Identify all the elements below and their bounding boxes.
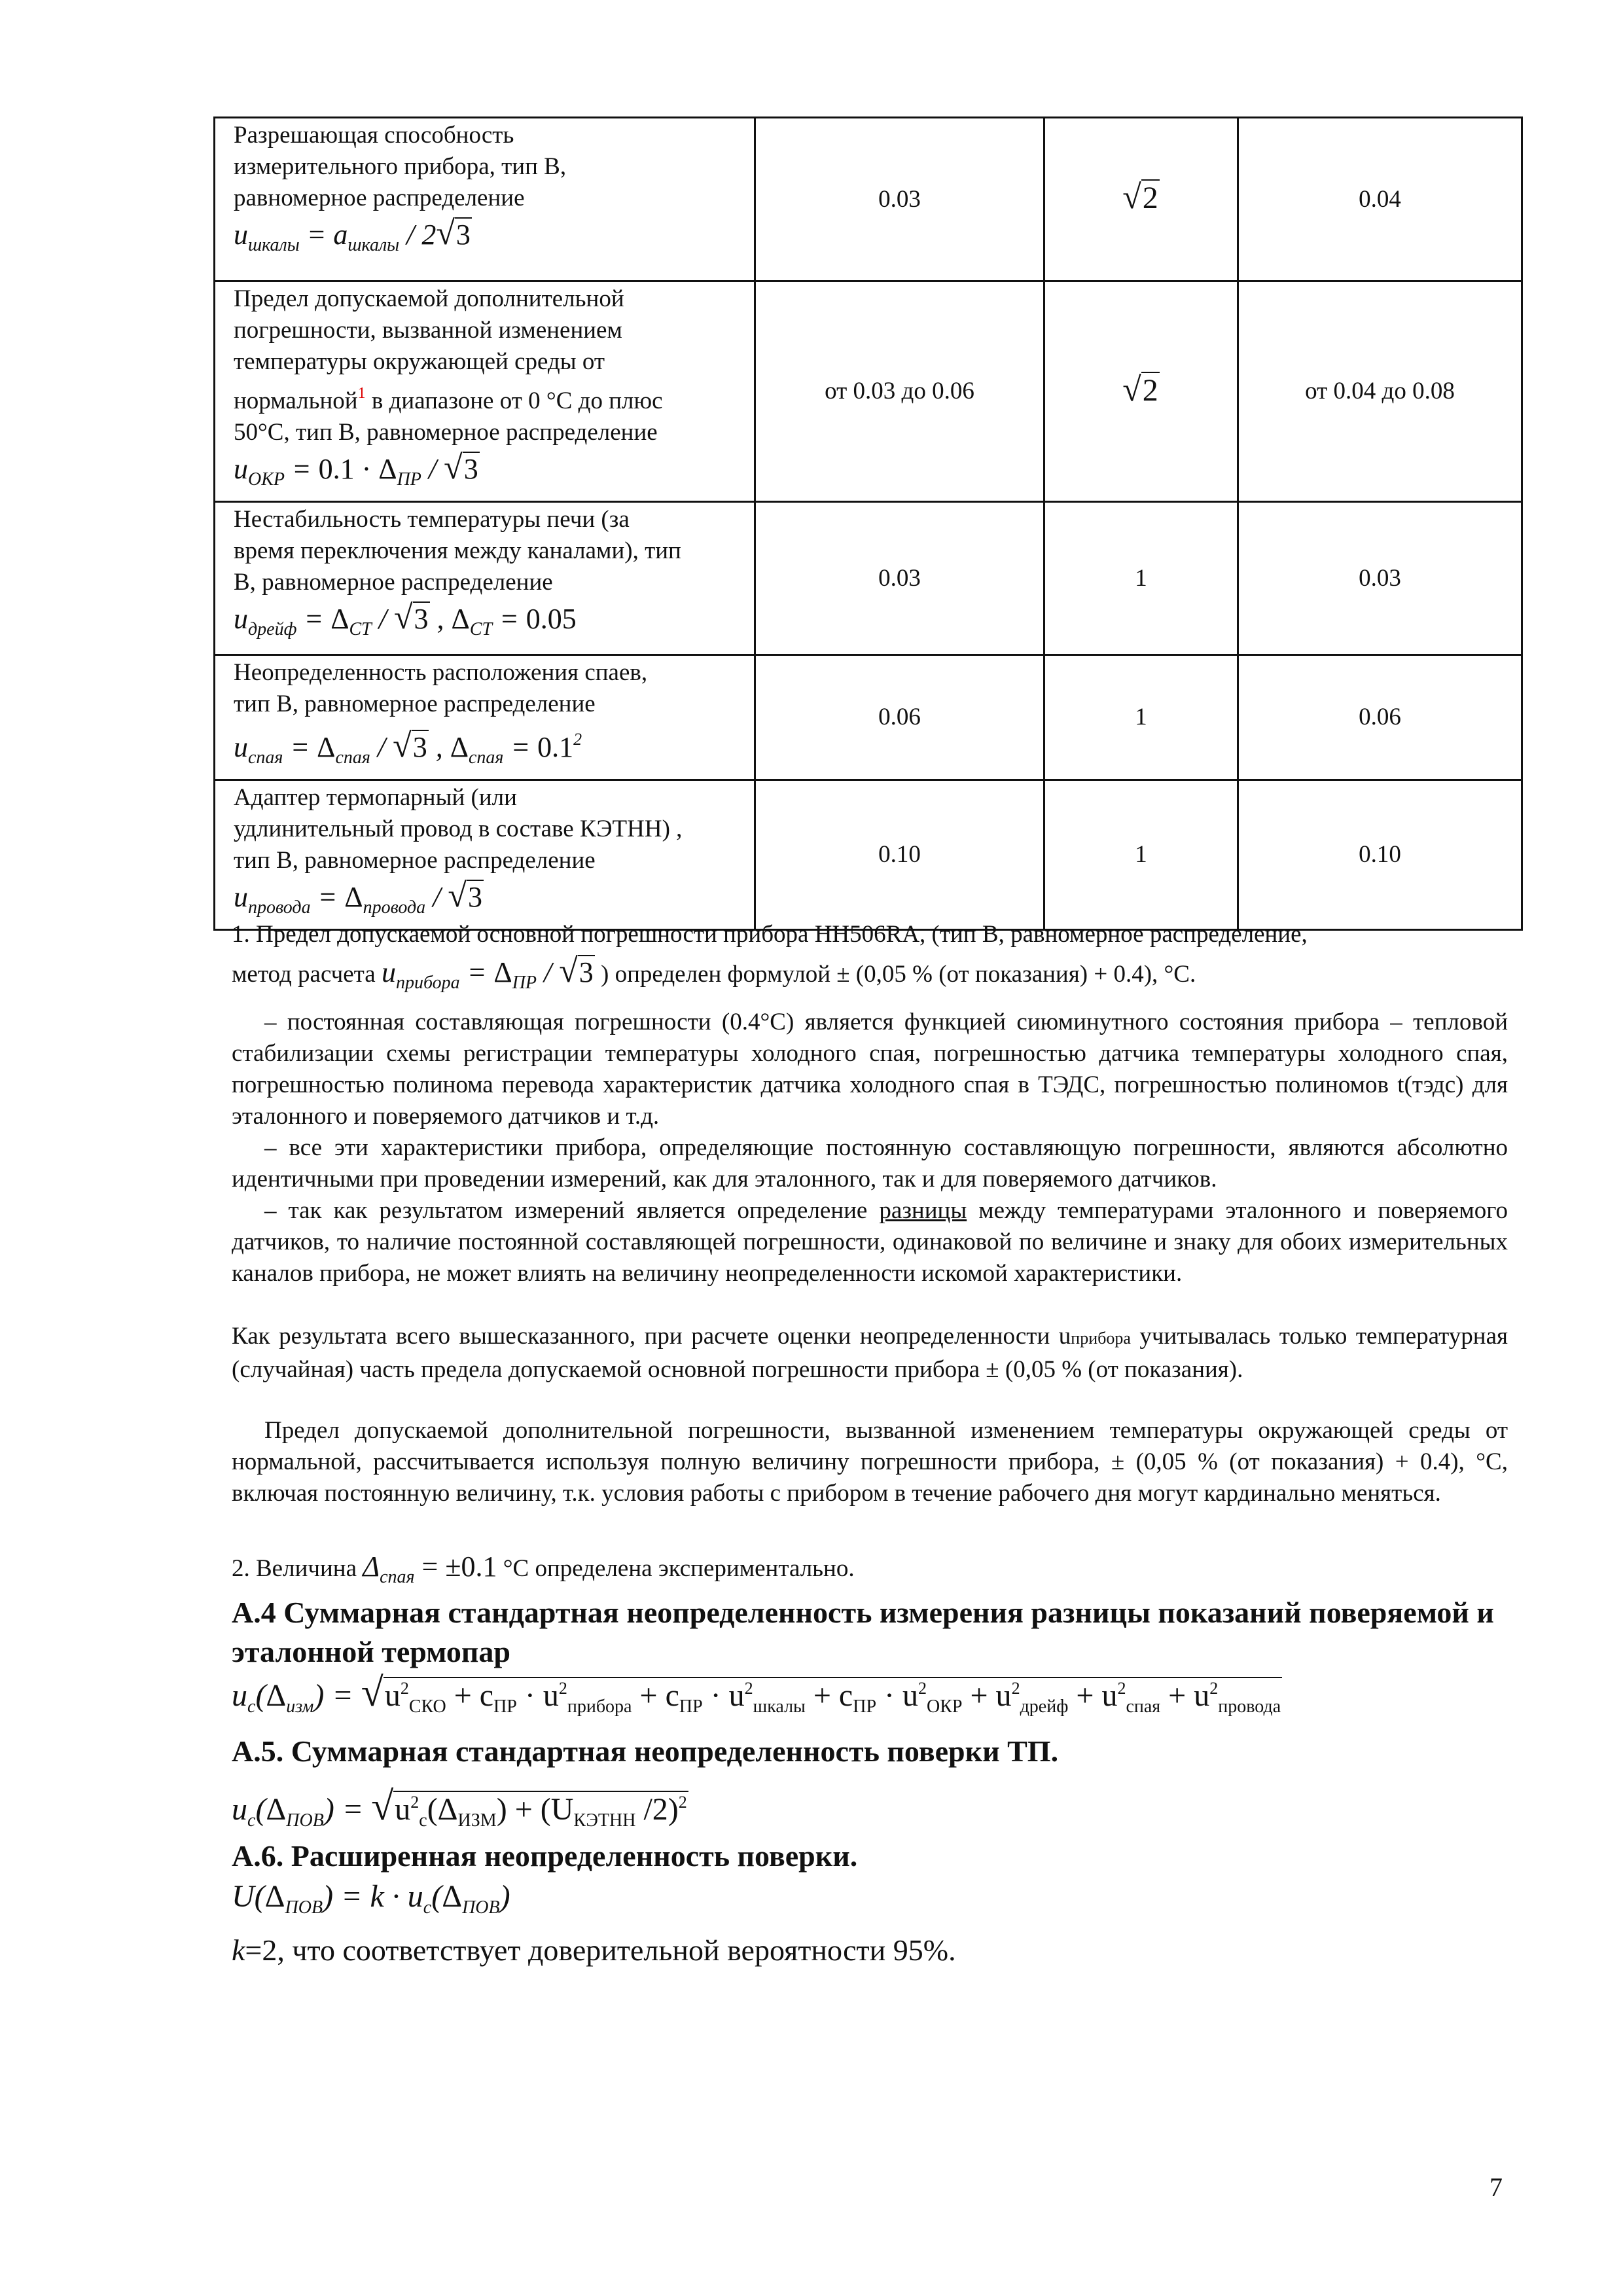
uncertainty-budget-table (213, 117, 1523, 931)
section-a6-heading: А.6. Расширенная неопределенность поверки. (232, 1839, 858, 1873)
row-description: Неопределенность расположения спаев, тип В, равномерное распределение $u_{спая} = \Delta_{спая} / √3$ , $\Delta_{спая} = 0.1^2$ (215, 655, 755, 780)
formula-a6: $U(\Delta_{ПОВ}) = k \cdot u_c(\Delta_{ПОВ})$ (232, 1879, 510, 1918)
contribution-cell: 0.03 (1238, 502, 1522, 655)
coefficient-cell: 1 (1044, 655, 1238, 780)
paragraph-conclusion: Как результата всего вышесказанного, при расчете оценки неопределенности uприбора учитывалась только температурная (случайная) часть предела допускаемой основной погрешности прибора ± (0,05 % (от показания). (232, 1323, 1508, 1383)
contribution-cell: 0.10 (1238, 780, 1522, 930)
estimate-cell: 0.03 (755, 502, 1044, 655)
bullet-identical-characteristics: – все эти характеристики прибора, определяющие постоянную составляющую погрешности, являются абсолютно идентичными при проведении измерений, как для эталонного, так и для поверяемого датчиков. (232, 1134, 1508, 1193)
row-description: Разрешающая способность измерительного прибора, тип В, равномерное распределение $u_{шкалы} = a_{шкалы} / 2√3$ (215, 118, 755, 281)
estimate-cell: 0.06 (755, 655, 1044, 780)
bullet-constant-component: – постоянная составляющая погрешности (0.4°С) является функцией сиюминутного состояния прибора – тепловой стабилизации схемы регистрации температуры холодного спая, погрешностью датчика температуры холодного спая, погрешностью полинома перевода характеристик датчика холодного спая в ТЭДС, погрешностью полиномов t(тэдс) для эталонного и поверяемого датчиков и т.д. (232, 1009, 1508, 1130)
table-row (215, 502, 1522, 655)
bullet-difference: – так как результатом измерений является определение разницы между температурами эталонного и поверяемого датчиков, то наличие постоянной составляющей погрешности, одинаковой по величине и знаку для обоих измерительных каналов прибора, не может влиять на величину неопределенности искомой характеристики. (232, 1197, 1508, 1287)
estimate-cell: от 0.03 до 0.06 (755, 281, 1044, 502)
estimate-cell: 0.03 (755, 118, 1044, 281)
k-coverage-line: k=2, что соответствует доверительной вероятности 95%. (232, 1933, 956, 1967)
estimate-cell: 0.10 (755, 780, 1044, 930)
table-row (215, 780, 1522, 930)
coefficient-cell: 1 (1044, 780, 1238, 930)
row-description: Адаптер термопарный (или удлинительный провод в составе КЭТНН) , тип В, равномерное распределение $u_{провода} = \Delta_{провода} / √3$ (215, 780, 755, 930)
contribution-cell: 0.04 (1238, 118, 1522, 281)
contribution-cell: 0.06 (1238, 655, 1522, 780)
row-formula: $u_{провода} = \Delta_{провода} / √3$ (234, 877, 482, 918)
paragraph-additional-error: Предел допускаемой дополнительной погрешности, вызванной изменением температуры окружающей среды от нормальной, рассчитывается используя полную величину погрешности прибора, ± (0,05 % (от показания) + 0.4), °С, включая постоянную величину, т.к. условия работы с прибором в течение рабочего дня могут кардинально меняться. (232, 1417, 1508, 1507)
row-description: Нестабильность температуры печи (за время переключения между каналами), тип В, равномерное распределение $u_{дрейф} = \Delta_{СТ} / √3$ , $\Delta_{СТ} = 0.05$ (215, 502, 755, 655)
formula-a4: $u_c(\Delta_{изм}) = √u^2_{СКО} + c_{ПР} \cdot u^2_{прибора} + c_{ПР} \cdot u^2_{шкалы} + c_{ПР} \cdot u^2_{ОКР} + u^2_{дрейф} + u^2_{спая} + u^2_{провода}$ (232, 1670, 1281, 1717)
row-formula: $u_{ОКР} = 0.1 \cdot \Delta_{ПР} / √3$ (234, 449, 478, 490)
note-2: 2. Величина $\Delta_{спая} = \pm 0.1$ °С определена экспериментально. (232, 1551, 855, 1587)
row-description: Предел допускаемой дополнительной погрешности, вызванной изменением температуры окружающей среды от нормальной$^1$ в диапазоне от 0 °С до плюс 50°С, тип В, равномерное распределение $u_{ОКР} = 0.1 \cdot \Delta_{ПР} / √3$ (215, 281, 755, 502)
row-formula: $u_{шкалы} = a_{шкалы} / 2√3$ (234, 215, 471, 255)
table-row (215, 281, 1522, 502)
coefficient-cell: √2 (1044, 118, 1238, 281)
footnote-marker: 1 (357, 385, 366, 402)
row-formula: $u_{дрейф} = \Delta_{СТ} / √3$ , $\Delta_{СТ} = 0.05$ (234, 599, 577, 639)
formula-a5: $u_c(\Delta_{ПОВ}) = √u^2_c(\Delta_{ИЗМ}) + (U_{КЭТНН}$ /2)$^2$ (232, 1784, 687, 1831)
table-row (215, 118, 1522, 281)
note-1: 1. Предел допускаемой основной погрешности прибора НН506RA, (тип В, равномерное распределение, (232, 921, 1308, 948)
coefficient-cell: √2 (1044, 281, 1238, 502)
row-formula: $u_{спая} = \Delta_{спая} / √3$ , $\Delta_{спая} = 0.1^2$ (234, 727, 582, 768)
section-a4-heading: А.4 Суммарная стандартная неопределенность измерения разницы показаний поверяемой и эталонной термопар (232, 1596, 1494, 1668)
section-a5-heading: А.5. Суммарная стандартная неопределенность поверки ТП. (232, 1734, 1059, 1768)
coefficient-cell: 1 (1044, 502, 1238, 655)
contribution-cell: от 0.04 до 0.08 (1238, 281, 1522, 502)
note-1-formula-line: метод расчета $u_{прибора} = \Delta_{ПР} / √3$ ) определен формулой ± (0,05 % (от показания) + 0.4), °С. (232, 952, 1196, 993)
page-number: 7 (1489, 2172, 1503, 2202)
table-row (215, 655, 1522, 780)
